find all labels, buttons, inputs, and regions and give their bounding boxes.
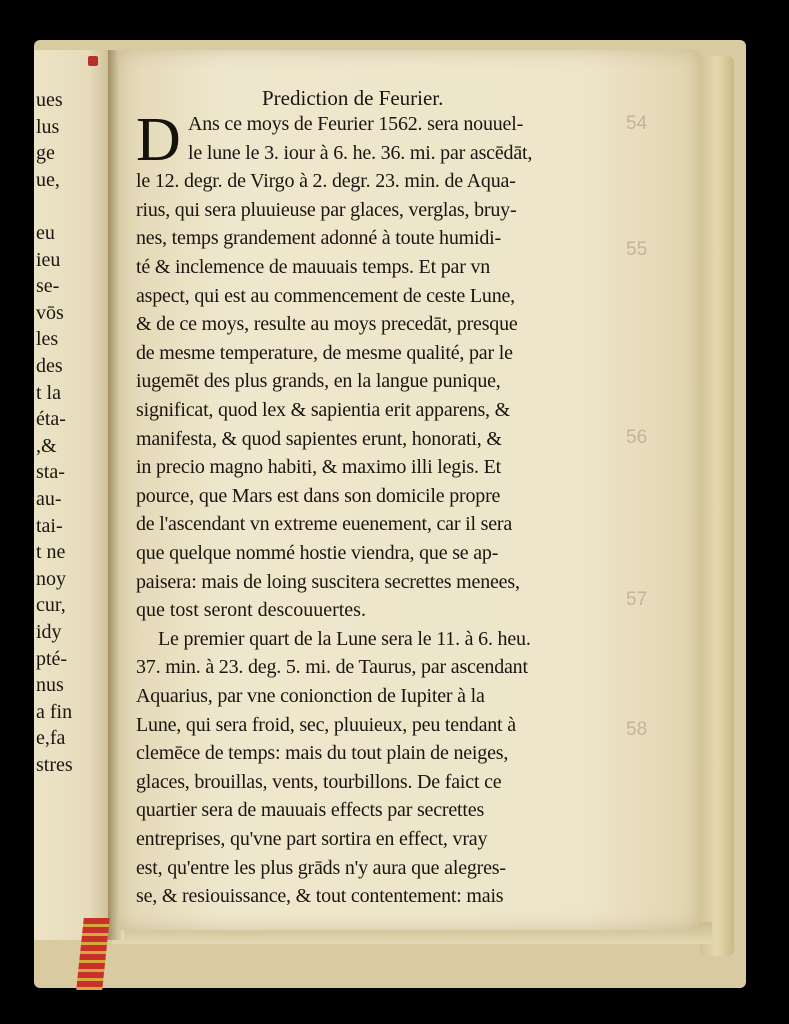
left-page-line: éta- (36, 408, 66, 431)
text-line: entreprises, qu'vne part sortira en effect, vray (136, 828, 488, 850)
margin-note: 55 (626, 239, 648, 260)
text-line: Lune, qui sera froid, sec, pluuieux, peu tendant à (136, 713, 516, 736)
margin-note: 56 (626, 427, 648, 448)
text-line: Aquarius, par vne conionction de Iupiter à la (136, 685, 485, 707)
left-page-line: ues (36, 89, 63, 111)
drop-cap: D (136, 106, 181, 174)
text-line: manifesta, & quod sapientes erunt, honorati, & (136, 427, 502, 450)
text-line: est, qu'entre les plus grāds n'y aura que alegres- (136, 856, 506, 879)
left-page-line: au- (36, 488, 62, 510)
text-line: Le premier quart de la Lune sera le 11. à 6. heu. (158, 627, 531, 650)
page-header: Prediction de Feurier. (262, 86, 444, 110)
left-page-line: les (36, 328, 59, 351)
left-page-line: vōs (36, 301, 64, 324)
text-line: clemēce de temps: mais du tout plain de neiges, (136, 742, 509, 765)
left-page-line: ge (36, 142, 55, 165)
left-page-line: cur, (36, 594, 66, 617)
left-page-line: a fin (36, 700, 73, 723)
left-page-line: ,& (36, 434, 57, 457)
text-line: rius, qui sera pluuieuse par glaces, verglas, bruy- (136, 198, 517, 221)
text-line: de mesme temperature, de mesme qualité, par le (136, 341, 513, 364)
text-line: iugemēt des plus grands, en la langue punique, (136, 370, 501, 393)
text-line: quartier sera de mauuais effects par secrettes (136, 799, 485, 822)
left-page-line: se- (36, 275, 60, 298)
page-edge (700, 56, 734, 956)
left-page-line: des (36, 355, 63, 377)
left-page-line: tai- (36, 514, 63, 537)
text-line: glaces, brouillas, vents, tourbillons. De faict ce (136, 770, 502, 793)
margin-note: 58 (626, 719, 648, 740)
text-line: nes, temps grandement adonné à toute humidi- (136, 227, 501, 250)
text-line: le 12. degr. de Virgo à 2. degr. 23. min. de Aqua- (136, 170, 516, 193)
text-line: 37. min. à 23. deg. 5. mi. de Taurus, par ascendant (136, 656, 528, 679)
text-line: le lune le 3. iour à 6. he. 36. mi. par ascēdāt, (188, 141, 533, 164)
text-line: paisera: mais de loing suscitera secrettes menees, (136, 570, 520, 593)
ribbon-tab (88, 56, 98, 66)
left-page-line: eu (36, 222, 55, 244)
text-line: que tost seront descouuertes. (136, 599, 366, 622)
text-line: & de ce moys, resulte au moys precedāt, presque (136, 313, 518, 336)
text-line: pource, que Mars est dans son domicile propre (136, 484, 501, 507)
left-page-line: ieu (36, 248, 61, 271)
text-line: que quelque nommé hostie viendra, que se ap- (136, 542, 499, 564)
left-page-line: nus (36, 674, 64, 697)
text-line: de l'ascendant vn extreme euenement, car il sera (136, 513, 513, 536)
left-page-line: noy (36, 567, 66, 590)
margin-note: 57 (626, 589, 648, 610)
left-page-line: pté- (36, 647, 68, 670)
left-page-line: e,fa (36, 727, 66, 750)
left-page-line: ue, (36, 168, 60, 191)
left-page-line: idy (36, 621, 62, 643)
text-line: Ans ce moys de Feurier 1562. sera nouuel- (188, 113, 524, 135)
left-page-line: t la (36, 381, 61, 404)
left-page-line (36, 194, 112, 218)
text-line: in precio magno habiti, & maximo illi legis. Et (136, 456, 501, 479)
text-line: significat, quod lex & sapientia erit apparens, & (136, 399, 510, 421)
text-line: té & inclemence de mauuais temps. Et par vn (136, 256, 491, 278)
left-page-line: t ne (36, 541, 66, 564)
left-page-line: stres (36, 754, 73, 776)
left-page (34, 50, 112, 940)
text-line: aspect, qui est au commencement de ceste Lune, (136, 284, 515, 307)
margin-note: 54 (626, 113, 648, 134)
left-page-line: sta- (36, 461, 65, 484)
text-line: se, & resiouissance, & tout contentement: mais (136, 885, 504, 908)
left-page-line: lus (36, 115, 60, 138)
